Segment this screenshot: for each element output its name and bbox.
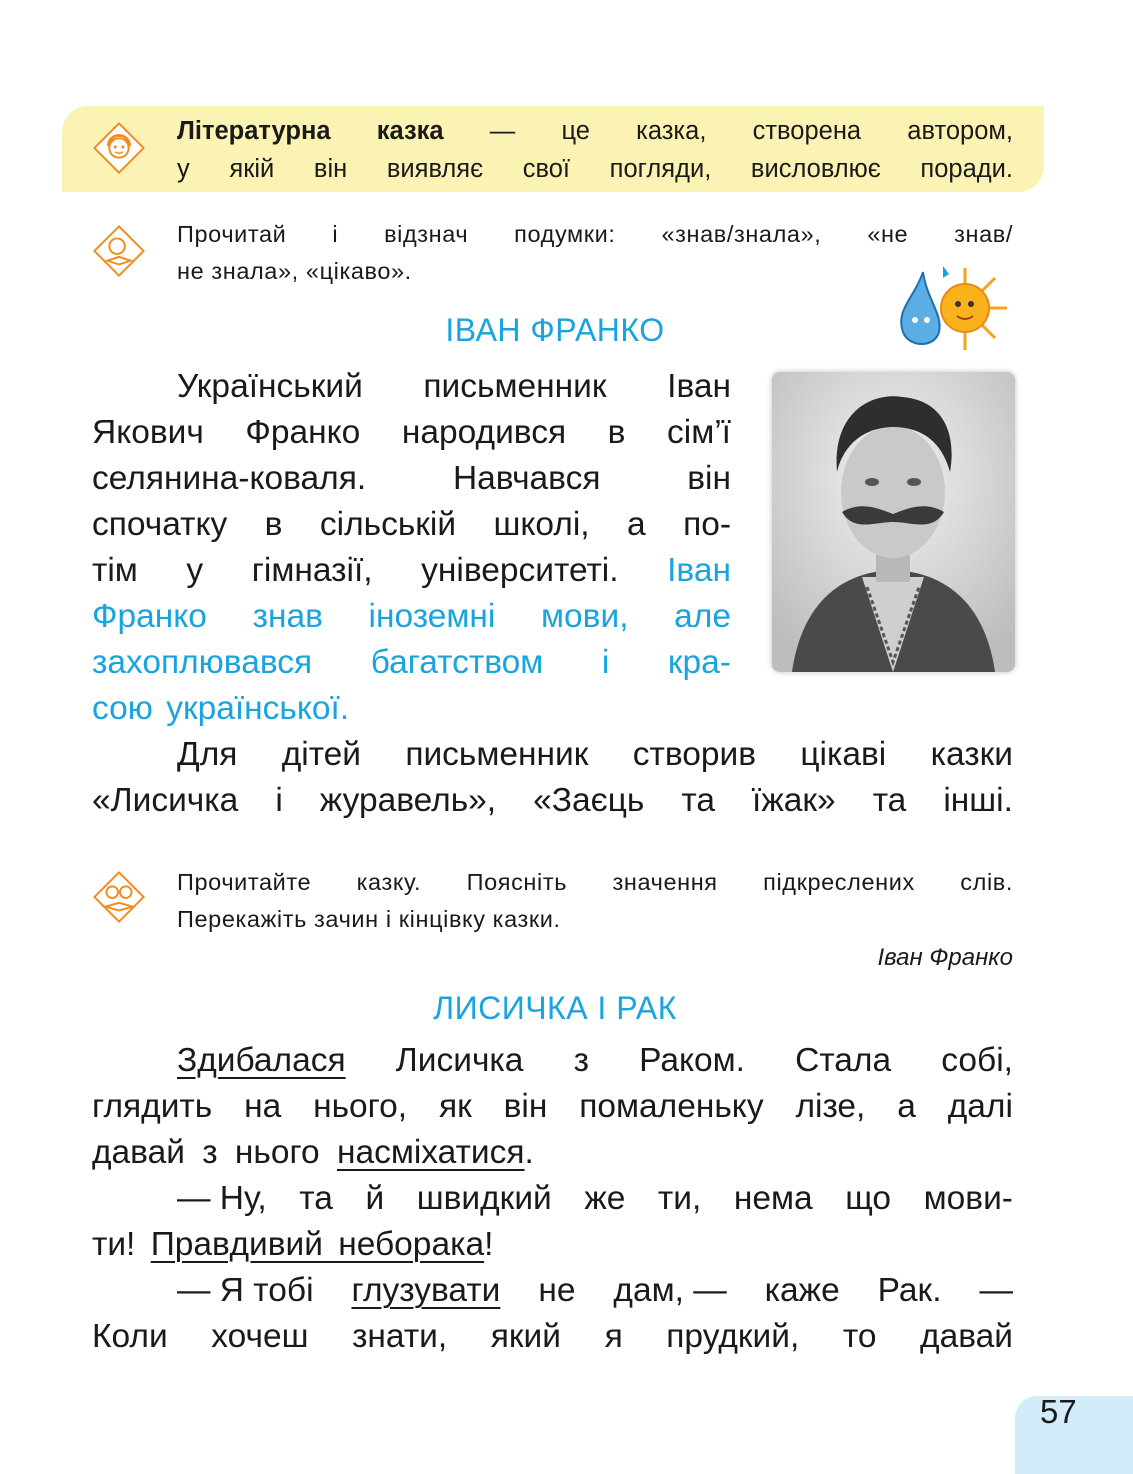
story-line-3: давай з нього насміхатися. xyxy=(92,1134,534,1171)
story-line-1: Здибалася Лисичка з Раком. Стала собі, xyxy=(177,1038,1013,1084)
fairy-tales-line-2: «Лисичка і журавель», «Заєць та їжак» та інші. xyxy=(92,782,1013,819)
portrait-photo xyxy=(772,372,1015,672)
bio-line-3: селянина-коваля. Навчався він xyxy=(92,460,731,497)
story-line-6: — Я тобі глузувати не дам, — каже Рак. — xyxy=(177,1268,1013,1314)
underlined-word: глузувати xyxy=(351,1272,501,1309)
story-line-5: ти! Правдивий неборака! xyxy=(92,1226,494,1263)
fairy-tales-line-1: Для дітей письменник створив цікаві казки xyxy=(177,736,1013,773)
definition-term: Літературна казка xyxy=(177,117,444,145)
story-author: Іван Франко xyxy=(877,944,1013,971)
story-line-2: глядить на нього, як він помаленьку лізе, а далі xyxy=(92,1088,1013,1125)
bio-line-7: захоплювався багатством і кра- xyxy=(92,644,731,681)
definition-line2: у якій він виявляє свої погляди, висловлює поради. xyxy=(177,155,1013,183)
underlined-word: Здибалася xyxy=(177,1042,346,1079)
page-number: 57 xyxy=(1040,1393,1077,1430)
reading-kid-icon xyxy=(90,222,148,280)
task-instruction-2: Прочитайте казку. Поясніть значення підкреслених слів. Перекажіть зачин і кінцівку казки. xyxy=(177,869,1013,932)
definition-text: Літературна казка — це казка, створена автором, у якій він виявляє свої погляди, висловлює поради. xyxy=(177,112,1013,188)
bio-line-5: тім у гімназії, університеті. Іван xyxy=(92,552,731,589)
bio-line-1: Український письменник Іван xyxy=(177,368,731,405)
underlined-word: Правдивий неборака xyxy=(150,1226,485,1263)
portrait-image xyxy=(772,372,1015,672)
bio-line-4: спочатку в сільській школі, а по- xyxy=(92,506,731,543)
task-instruction-1: Прочитай і відзнач подумки: «знав/знала», «не знав/ не знала», «цікаво». xyxy=(177,221,1013,284)
bio-line-8: сою української. xyxy=(92,690,350,727)
bio-line-6: Франко знав іноземні мови, але xyxy=(92,598,731,635)
listening-kid-icon xyxy=(90,119,148,177)
two-kids-reading-icon xyxy=(90,868,148,926)
story-line-4: — Ну, та й швидкий же ти, нема що мови- xyxy=(177,1180,1013,1217)
section-title-ivan-franko: ІВАН ФРАНКО xyxy=(445,312,665,348)
section-title-fox-and-crab: ЛИСИЧКА І РАК xyxy=(433,990,677,1026)
story-line-7: Коли хочеш знати, який я прудкий, то давай xyxy=(92,1318,1013,1355)
drop-and-sun-illustration xyxy=(885,262,1010,354)
underlined-word: насміхатися xyxy=(336,1134,525,1171)
bio-line-2: Якович Франко народився в сім’ї xyxy=(92,414,731,451)
